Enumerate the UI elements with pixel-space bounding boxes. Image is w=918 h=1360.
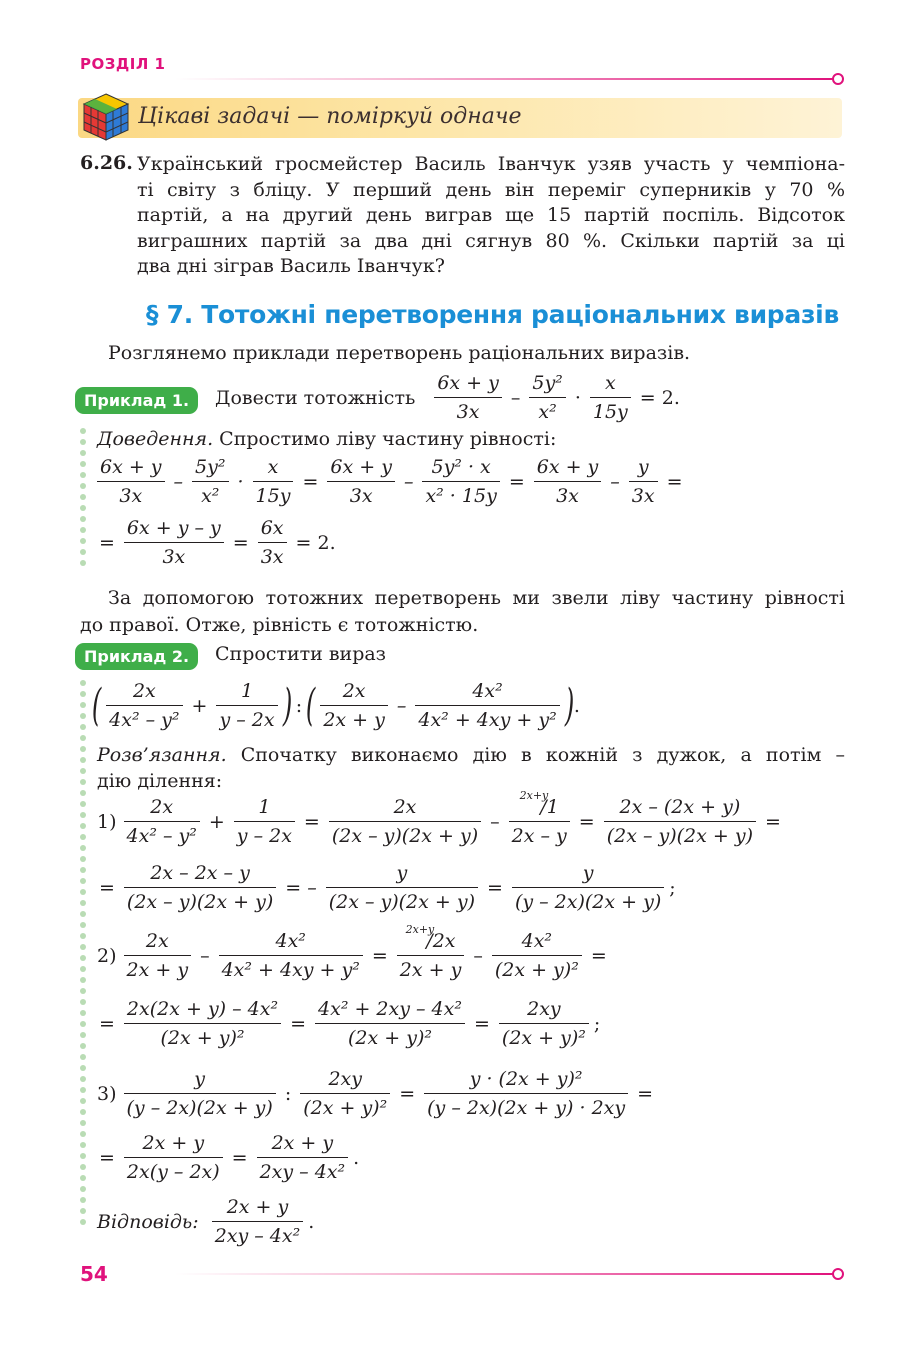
footer-rule-end-icon (832, 1268, 844, 1280)
fraction: $\frac{2x}{(2x - y)(2x + y)}$ (329, 796, 481, 847)
header-rule (175, 78, 835, 80)
fraction: $\frac{\text{y · (2x + y)²}}{(y - 2x)(2x + y) \cdot 2xy}$ (424, 1068, 628, 1119)
step-2-line-2: = $\frac{\text{2x(2x + y) – 4x²}}{\text{(2x + y)²}}$ = $\frac{\text{4x² + 2xy – 4x²}}{\text{(2x + y)²}}$ = $\frac{2xy}{\text{(2x + y)²}}$ ; (99, 998, 601, 1049)
fraction: $\frac{1}{y - 2x}$ (216, 680, 277, 731)
step-3-line-1: 3) y (y – 2x)(2x + y) : $\frac{2xy}{\text{(2x + y)²}}$ = $\frac{\text{y · (2x + y)²}}{(y - 2x)(2x + y) \cdot 2xy}$ = (97, 1068, 654, 1119)
example-2-badge: Приклад 2. (75, 643, 198, 670)
section-heading: § 7. Тотожні перетворення раціональних виразів (146, 300, 839, 329)
footer-rule (175, 1273, 835, 1275)
fraction: $\frac{6x + y}{3x}$ (534, 456, 602, 507)
problem-line: Український гросмейстер Василь Іванчук узяв участь у чемпіона- (137, 153, 845, 175)
fraction: 6x + y 3x (97, 456, 165, 507)
fraction: $\frac{x}{15y}$ (590, 372, 631, 423)
fraction: $\frac{^{2x+y}/2x}{2x + y}$ (397, 930, 465, 981)
problem-line: ті світу з бліцу. У перший день він переміг суперників у 70 % (137, 178, 845, 201)
fraction: 5y² x² (192, 456, 228, 507)
fraction: $\frac{6x + y - y}{3x}$ (124, 517, 224, 568)
example-1-badge: Приклад 1. (75, 387, 198, 414)
fraction: $\frac{6x}{3x}$ (258, 517, 287, 568)
banner-title: Цікаві задачі — поміркуй одначе (138, 104, 522, 129)
fraction: 6x + y 3x (434, 372, 502, 423)
step-1-line-1: 1) 2x 4x² – y² + $\frac{1}{y - 2x}$ = $\frac{2x}{(2x - y)(2x + y)}$ – $\frac{^{2x+y}/1}{2x - y}$ = $\frac{2x - (2x + y)}{(2x - y)(2x + y)}$ = (97, 789, 781, 847)
task-text: Довести тотожність (215, 386, 416, 409)
answer: Відповідь: 2x + y 2xy – 4x² . (97, 1196, 315, 1247)
proof-conclusion: За допомогою тотожних перетворень ми звели ліву частину рівності до правої. Отже, рівність є тотожністю. (80, 587, 845, 636)
rubik-cube-icon (80, 92, 132, 144)
fraction: $\frac{2x + y}{2x(y - 2x)}$ (124, 1132, 223, 1183)
example-2-expression: ( 2x 4x² – y² + $\frac{1}{y - 2x}$ ) : ( 2x 2x + y – 4x² 4x² + 4xy + y² ) . (91, 679, 580, 731)
step-2-line-1: 2) 2x 2x + y – $\frac{\text{4x²}}{\text{4x² + 4xy + y²}}$ = $\frac{^{2x+y}/2x}{2x + y}$ – $\frac{\text{4x²}}{\text{(2x + y)²}}$ = (97, 923, 607, 981)
fraction: $\frac{x}{15y}$ (253, 456, 294, 507)
step-3-line-2: = $\frac{2x + y}{2x(y - 2x)}$ = $\frac{2x + y}{\text{2xy – 4x²}}$ . (99, 1132, 360, 1183)
fraction: $\frac{1}{y - 2x}$ (234, 796, 295, 847)
step-1-line-2: = $\frac{2x - 2x - y}{(2x - y)(2x + y)}$ = – $\frac{y}{(2x - y)(2x + y)}$ = $\frac{y}{(y - 2x)(2x + y)}$ ; (99, 862, 676, 913)
fraction: $\frac{6x + y}{3x}$ (327, 456, 395, 507)
fraction: 2x 4x² – y² (106, 680, 182, 731)
fraction: $\frac{\text{4x² + 2xy – 4x²}}{\text{(2x + y)²}}$ (315, 998, 465, 1049)
equals-two: = 2. (639, 386, 680, 409)
problem-line: два дні зіграв Василь Іванчук? (137, 255, 445, 277)
fraction: $\frac{2x - (2x + y)}{(2x - y)(2x + y)}$ (604, 796, 756, 847)
example-1-statement: Довести тотожність 6x + y 3x – 5y² x² · $\frac{x}{15y}$ = 2. (215, 372, 680, 423)
header-rule-end-icon (832, 73, 844, 85)
fraction: 2x 2x + y (320, 680, 388, 731)
solution-intro: Розв’язання. Спочатку виконаємо дію в кожній з дужок, а потім – дію ділення: (97, 744, 845, 792)
fraction: $\frac{y}{(y - 2x)(2x + y)}$ (512, 862, 664, 913)
fraction: $\frac{y}{3x}$ (629, 456, 658, 507)
fraction: $\frac{2x - 2x - y}{(2x - y)(2x + y)}$ (124, 862, 276, 913)
fraction: $\frac{\text{5y² · x}}{\text{x² · 15y}}$ (422, 456, 499, 507)
solution-margin-dots (80, 680, 86, 1230)
fraction: 2x 2x + y (124, 930, 192, 981)
section-intro: Розглянемо приклади перетворень раціональних виразів. (108, 342, 691, 364)
problem-text (137, 152, 845, 280)
fraction: 5y² x² (529, 372, 565, 423)
fraction: 2x + y 2xy – 4x² (212, 1196, 304, 1247)
page-number: 54 (80, 1262, 108, 1286)
fraction: $\frac{y}{(2x - y)(2x + y)}$ (326, 862, 478, 913)
problem-line: партій, а на другий день виграв ще 15 партій поспіль. Відсоток (137, 204, 845, 226)
proof-margin-dots (80, 428, 86, 571)
example-2-task: Спростити вираз (215, 643, 387, 665)
proof-line-2: = $\frac{6x + y - y}{3x}$ = $\frac{6x}{3x}$ = 2. (99, 517, 336, 568)
problem-line: виграшних партій за два дні сягнув 80 %. Скільки партій за ці (137, 229, 845, 252)
fraction: $\frac{2xy}{\text{(2x + y)²}}$ (499, 998, 589, 1049)
fraction: $\frac{\text{4x²}}{\text{(2x + y)²}}$ (492, 930, 582, 981)
fraction: $\frac{\text{2x(2x + y) – 4x²}}{\text{(2x + y)²}}$ (124, 998, 281, 1049)
section-label: РОЗДІЛ 1 (80, 55, 166, 73)
fraction: $\frac{2xy}{\text{(2x + y)²}}$ (300, 1068, 390, 1119)
fraction: 4x² 4x² + 4xy + y² (415, 680, 559, 731)
fraction: $\frac{\text{4x²}}{\text{4x² + 4xy + y²}}$ (219, 930, 363, 981)
fraction: $\frac{^{2x+y}/1}{2x - y}$ (509, 796, 570, 847)
problem-number: 6.26. (80, 152, 133, 174)
fraction: 2x 4x² – y² (124, 796, 200, 847)
proof-line-1: 6x + y 3x – 5y² x² · $\frac{x}{15y}$ = $\frac{6x + y}{3x}$ – $\frac{\text{5y² · x}}{\text{x² · 15y}}$ = $\frac{6x + y}{3x}$ – $\frac{y}{3x}$ = (92, 456, 687, 507)
fraction: $\frac{2x + y}{\text{2xy – 4x²}}$ (257, 1132, 349, 1183)
proof-intro: Доведення. Спростимо ліву частину рівності: (97, 428, 557, 450)
fraction: y (y – 2x)(2x + y) (124, 1068, 276, 1119)
